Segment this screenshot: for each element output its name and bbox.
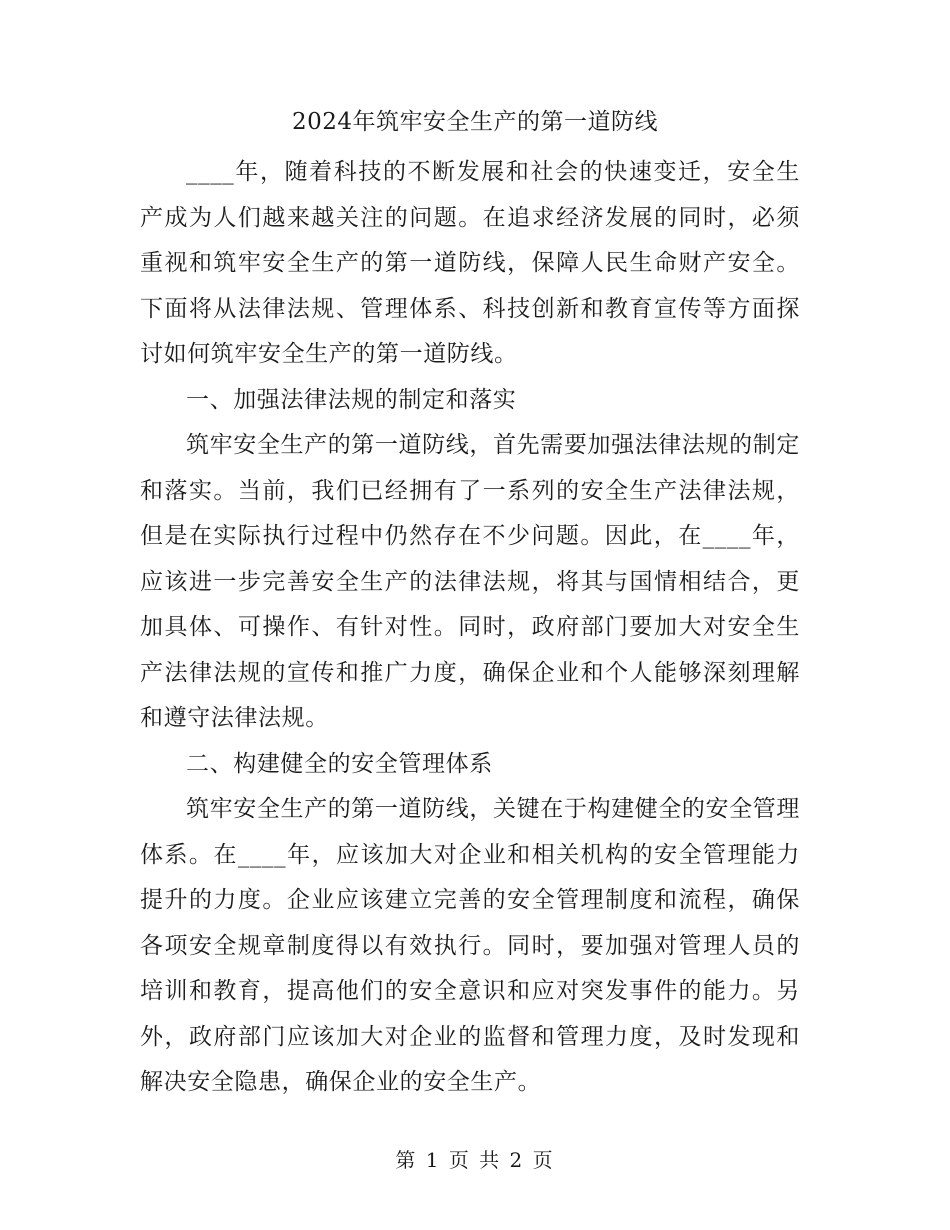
document-body (140, 150, 800, 1106)
section-paragraph-1: 筑牢安全生产的第一道防线，首先需要加强法律法规的制定和落实。当前，我们已经拥有了一系列的安全生产法律法规，但是在实际执行过程中仍然存在不少问题。因此，在____年，应该进一步完善安全生产的法律法规，将其与国情相结合，更加具体、可操作、有针对性。同时，政府部门要加大对安全生产法律法规的宣传和推广力度，确保企业和个人能够深刻理解和遵守法律法规。 (140, 432, 800, 731)
section-paragraph-2: 筑牢安全生产的第一道防线，关键在于构建健全的安全管理体系。在____年，应该加大对企业和相关机构的安全管理能力提升的力度。企业应该建立完善的安全管理制度和流程，确保各项安全规章制度得以有效执行。同时，要加强对管理人员的培训和教育，提高他们的安全意识和应对突发事件的能力。另外，政府部门应该加大对企业的监督和管理力度，及时发现和解决安全隐患，确保企业的安全生产。 (140, 796, 800, 1095)
document-title: 2024年筑牢安全生产的第一道防线 (291, 109, 659, 135)
intro-paragraph: ____年，随着科技的不断发展和社会的快速变迁，安全生产成为人们越来越关注的问题。在追求经济发展的同时，必须重视和筑牢安全生产的第一道防线，保障人民生命财产安全。下面将从法律法规、管理体系、科技创新和教育宣传等方面探讨如何筑牢安全生产的第一道防线。 (140, 159, 800, 367)
section-heading-1: 一、加强法律法规的制定和落实 (186, 386, 517, 413)
section-heading-2: 二、构建健全的安全管理体系 (186, 750, 493, 777)
page-number-footer: 第 1 页 共 2 页 (395, 1148, 555, 1172)
